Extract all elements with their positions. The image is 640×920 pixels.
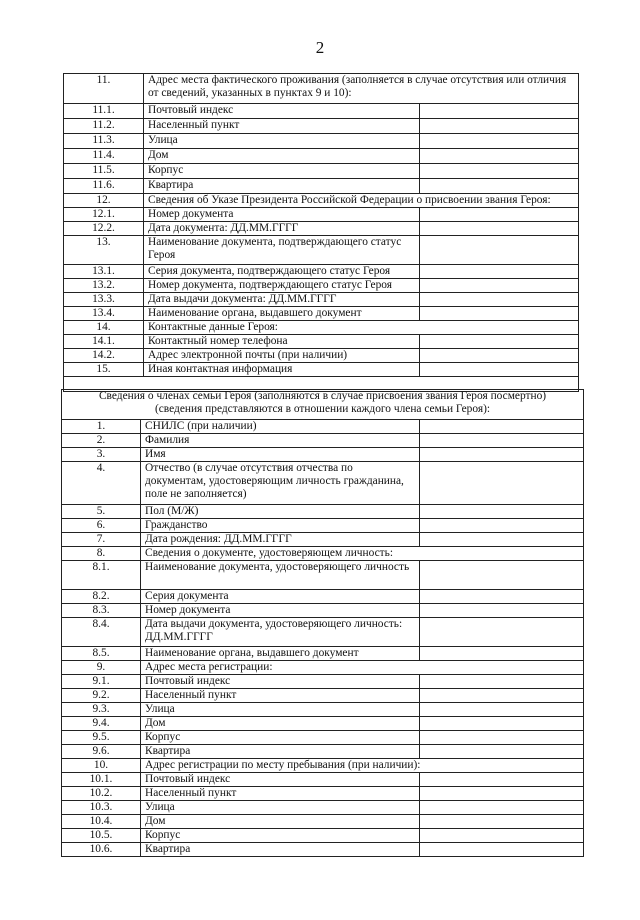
field-value-cell[interactable]: [420, 104, 579, 119]
table-row: [64, 74, 579, 104]
family-info-table: [61, 389, 584, 857]
table-row: [64, 265, 579, 279]
field-label: Корпус: [141, 829, 420, 843]
row-number: 13.3.: [64, 293, 144, 307]
field-label: Наименование документа, подтверждающего статус Героя: [144, 236, 420, 265]
row-number: 10.1.: [62, 773, 141, 787]
field-label: Номер документа: [141, 604, 420, 618]
field-value-cell[interactable]: [420, 434, 584, 448]
field-label: Гражданство: [141, 519, 420, 533]
row-number: 11.2.: [64, 119, 144, 134]
field-value-cell[interactable]: [420, 689, 584, 703]
section-heading: Адрес регистрации по месту пребывания (при наличии):: [141, 759, 584, 773]
table-row: [62, 815, 584, 829]
field-value-cell[interactable]: [420, 745, 584, 759]
table-row: [64, 149, 579, 164]
field-label: Серия документа: [141, 590, 420, 604]
row-number: 12.: [64, 194, 144, 208]
table-row: [64, 307, 579, 321]
row-number: 10.4.: [62, 815, 141, 829]
field-value-cell[interactable]: [420, 420, 584, 434]
row-number: 15.: [64, 363, 144, 377]
table-row: [62, 773, 584, 787]
table-row: [62, 618, 584, 647]
row-number: 13.1.: [64, 265, 144, 279]
table-row: [62, 787, 584, 801]
field-value-cell[interactable]: [420, 222, 579, 236]
field-value-cell[interactable]: [420, 717, 584, 731]
field-label: Корпус: [141, 731, 420, 745]
field-value-cell[interactable]: [420, 703, 584, 717]
row-number: 10.2.: [62, 787, 141, 801]
table-row: [62, 590, 584, 604]
table-row: [62, 604, 584, 618]
table-row: [64, 208, 579, 222]
row-number: 4.: [62, 462, 141, 505]
field-label: Наименование органа, выдавшего документ: [141, 647, 420, 661]
field-value-cell[interactable]: [420, 179, 579, 194]
field-value-cell[interactable]: [420, 590, 584, 604]
field-value-cell[interactable]: [420, 731, 584, 745]
section-heading: Сведения о документе, удостоверяющем личность:: [141, 547, 584, 561]
field-label: Дом: [144, 149, 420, 164]
table-row: [62, 448, 584, 462]
section-heading: Сведения об Указе Президента Российской Федерации о присвоении звания Героя:: [144, 194, 579, 208]
table-row: [64, 335, 579, 349]
row-number: 13.: [64, 236, 144, 265]
field-label: Квартира: [144, 179, 420, 194]
hero-info-table: [63, 73, 579, 392]
row-number: 9.2.: [62, 689, 141, 703]
table-row: [64, 279, 579, 293]
row-number: 6.: [62, 519, 141, 533]
row-number: 7.: [62, 533, 141, 547]
row-number: 1.: [62, 420, 141, 434]
row-number: 9.4.: [62, 717, 141, 731]
table-row: [62, 745, 584, 759]
row-number: 11.6.: [64, 179, 144, 194]
table-row: [62, 703, 584, 717]
field-value-cell[interactable]: [420, 505, 584, 519]
field-label: Пол (М/Ж): [141, 505, 420, 519]
row-number: 10.: [62, 759, 141, 773]
table-row: [64, 119, 579, 134]
row-number: 11.: [64, 74, 144, 104]
field-label: Имя: [141, 448, 420, 462]
field-value-cell[interactable]: [420, 363, 579, 377]
row-number: 8.1.: [62, 561, 141, 590]
field-label: Наименование документа, удостоверяющего личность: [141, 561, 420, 590]
table-row: [64, 293, 579, 307]
table-row: [64, 194, 579, 208]
table-row: [62, 759, 584, 773]
table-row: [62, 519, 584, 533]
field-value-cell[interactable]: [420, 265, 579, 279]
table-row: [62, 505, 584, 519]
field-label: СНИЛС (при наличии): [141, 420, 420, 434]
page-number: 2: [315, 38, 325, 57]
field-value-cell[interactable]: [420, 208, 579, 222]
row-number: 13.4.: [64, 307, 144, 321]
field-value-cell[interactable]: [420, 561, 584, 590]
field-label: Почтовый индекс: [141, 675, 420, 689]
field-label: Квартира: [141, 745, 420, 759]
row-number: 9.5.: [62, 731, 141, 745]
field-label: Дом: [141, 717, 420, 731]
row-number: 8.: [62, 547, 141, 561]
table-row: [62, 731, 584, 745]
field-label: Адрес электронной почты (при наличии): [144, 349, 420, 363]
field-label: Наименование органа, выдавшего документ: [144, 307, 420, 321]
section-heading: Контактные данные Героя:: [144, 321, 579, 335]
row-number: 14.: [64, 321, 144, 335]
row-number: 11.3.: [64, 134, 144, 149]
field-value-cell[interactable]: [420, 604, 584, 618]
field-label: Почтовый индекс: [144, 104, 420, 119]
field-label: Улица: [144, 134, 420, 149]
table-row: [64, 104, 579, 119]
field-value-cell[interactable]: [420, 335, 579, 349]
table-row: [64, 164, 579, 179]
family-section-line1: Сведения о членах семьи Героя (заполняются в случае присвоения звания Героя посмертно): [98, 390, 547, 402]
field-value-cell[interactable]: [420, 462, 584, 505]
field-value-cell[interactable]: [420, 119, 579, 134]
field-value-cell[interactable]: [420, 448, 584, 462]
field-label: Населенный пункт: [141, 787, 420, 801]
field-value-cell[interactable]: [420, 787, 584, 801]
table-row: [62, 420, 584, 434]
field-label: Номер документа: [144, 208, 420, 222]
field-label: Контактный номер телефона: [144, 335, 420, 349]
row-number: 5.: [62, 505, 141, 519]
table-row: [62, 675, 584, 689]
table-row: [62, 647, 584, 661]
table-row: [62, 434, 584, 448]
table-row: [64, 321, 579, 335]
field-label: Серия документа, подтверждающего статус Героя: [144, 265, 420, 279]
row-number: 3.: [62, 448, 141, 462]
row-number: 12.1.: [64, 208, 144, 222]
table-row: [62, 561, 584, 590]
field-label: Корпус: [144, 164, 420, 179]
table-row: [62, 829, 584, 843]
table-row: [64, 363, 579, 377]
field-value-cell[interactable]: [420, 519, 584, 533]
row-number: 9.3.: [62, 703, 141, 717]
field-label: Дом: [141, 815, 420, 829]
field-label: Номер документа, подтверждающего статус Героя: [144, 279, 420, 293]
field-value-cell[interactable]: [420, 675, 584, 689]
field-value-cell[interactable]: [420, 773, 584, 787]
field-value-cell[interactable]: [420, 236, 579, 265]
row-number: 8.2.: [62, 590, 141, 604]
table-row: [64, 179, 579, 194]
family-section-header-row: [62, 390, 584, 420]
table-row: [62, 717, 584, 731]
field-value-cell[interactable]: [420, 815, 584, 829]
field-value-cell[interactable]: [420, 134, 579, 149]
field-value-cell[interactable]: [420, 843, 584, 857]
field-value-cell[interactable]: [420, 801, 584, 815]
table-row: [62, 843, 584, 857]
section-heading: Адрес места регистрации:: [141, 661, 584, 675]
row-number: 9.: [62, 661, 141, 675]
field-value-cell[interactable]: [420, 349, 579, 363]
row-number: 14.1.: [64, 335, 144, 349]
field-label: Населенный пункт: [144, 119, 420, 134]
table-row: [64, 222, 579, 236]
row-number: 10.6.: [62, 843, 141, 857]
table-row: [62, 547, 584, 561]
field-value-cell[interactable]: [420, 647, 584, 661]
row-number: 11.4.: [64, 149, 144, 164]
table-row: [62, 801, 584, 815]
field-label: Улица: [141, 801, 420, 815]
field-label: Отчество (в случае отсутствия отчества по документам, удостоверяющим личность гражданина, поле не заполняется): [141, 462, 420, 505]
field-value-cell[interactable]: [420, 533, 584, 547]
table-row: [62, 689, 584, 703]
field-label: Иная контактная информация: [144, 363, 420, 377]
field-value-cell[interactable]: [420, 293, 579, 307]
table-row: [64, 236, 579, 265]
row-number: 11.5.: [64, 164, 144, 179]
row-number: 12.2.: [64, 222, 144, 236]
family-section-header: [62, 390, 584, 420]
row-number: 14.2.: [64, 349, 144, 363]
table-row: [64, 134, 579, 149]
row-number: 2.: [62, 434, 141, 448]
field-label: Почтовый индекс: [141, 773, 420, 787]
field-label: Дата рождения: ДД.ММ.ГГГГ: [141, 533, 420, 547]
table-row: [64, 349, 579, 363]
field-value-cell[interactable]: [420, 149, 579, 164]
field-value-cell[interactable]: [420, 279, 579, 293]
row-number: 10.3.: [62, 801, 141, 815]
row-number: 13.2.: [64, 279, 144, 293]
field-value-cell[interactable]: [420, 307, 579, 321]
row-number: 8.4.: [62, 618, 141, 647]
field-label: Дата документа: ДД.ММ.ГГГГ: [144, 222, 420, 236]
field-label: Квартира: [141, 843, 420, 857]
row-number: 9.1.: [62, 675, 141, 689]
field-label: Улица: [141, 703, 420, 717]
field-value-cell[interactable]: [420, 164, 579, 179]
row-number: 10.5.: [62, 829, 141, 843]
field-value-cell[interactable]: [420, 618, 584, 647]
field-value-cell[interactable]: [420, 829, 584, 843]
field-label: Населенный пункт: [141, 689, 420, 703]
field-label: Дата выдачи документа, удостоверяющего личность: ДД.ММ.ГГГГ: [141, 618, 420, 647]
section-heading: Адрес места фактического проживания (заполняется в случае отсутствия или отличия от сведений, указанных в пунктах 9 и 10):: [144, 74, 579, 104]
table-row: [62, 462, 584, 505]
row-number: 8.3.: [62, 604, 141, 618]
field-label: Фамилия: [141, 434, 420, 448]
family-section-line2: (сведения представляются в отношении каждого члена семьи Героя):: [154, 403, 491, 415]
table-row: [62, 661, 584, 675]
table-row: [62, 533, 584, 547]
field-label: Дата выдачи документа: ДД.ММ.ГГГГ: [144, 293, 420, 307]
row-number: 9.6.: [62, 745, 141, 759]
row-number: 8.5.: [62, 647, 141, 661]
row-number: 11.1.: [64, 104, 144, 119]
